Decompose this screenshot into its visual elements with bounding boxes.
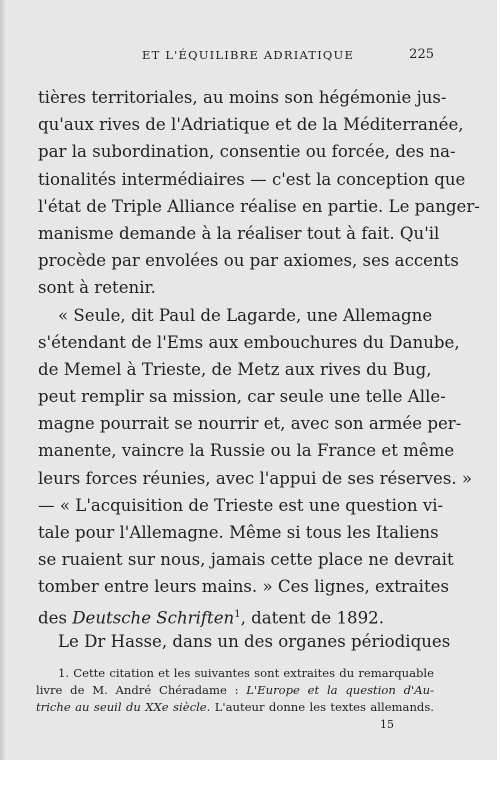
text-line: tale pour l'Allemagne. Même si tous les Italiens — [38, 523, 439, 542]
footnote — [36, 665, 434, 716]
signature-mark: 15 — [380, 718, 394, 731]
citation-suffix: , datent de 1892. — [240, 608, 384, 628]
text-line: tomber entre leurs mains. » Ces lignes, extraites — [38, 577, 449, 597]
footnote-text: . L'auteur donne les textes allemands. — [206, 700, 434, 714]
footnote-book-title: L'Europe et la question d'Au- — [246, 683, 434, 697]
text-line: tionalités intermédiaires — c'est la conception que — [38, 169, 466, 189]
footnote-line: 1. Cette citation et les suivantes sont extraites du remarquable — [58, 666, 434, 680]
text-line: sont à retenir. — [38, 278, 156, 298]
text-line: tières territoriales, au moins son hégémonie jus- — [38, 88, 447, 107]
text-line: leurs forces réunies, avec l'appui de ses réserves. » — [38, 468, 473, 488]
text-line: qu'aux rives de l'Adriatique et de la Méditerranée, — [38, 115, 464, 135]
text-line: se ruaient sur nous, jamais cette place ne devrait — [38, 550, 454, 570]
text-line: manente, vaincre la Russie ou la France et même — [38, 441, 455, 461]
running-title: ET L'ÉQUILIBRE ADRIATIQUE — [142, 48, 355, 62]
footnote-line — [36, 699, 434, 716]
text-line: manisme demande à la réaliser tout à fait. Qu'il — [38, 223, 440, 243]
citation-prefix: des — [38, 608, 73, 628]
text-line: par la subordination, consentie ou forcée, des na- — [38, 142, 456, 162]
page-edge-shadow — [0, 0, 6, 760]
body-text — [38, 84, 480, 655]
text-line: « Seule, dit Paul de Lagarde, une Allemagne — [58, 305, 433, 325]
footnote-book-title: triche au seuil du XXe siècle — [36, 700, 207, 714]
text-line: peut remplir sa mission, car seule une telle Alle- — [38, 387, 446, 407]
footnote-text: livre de M. André Chéradame : — [36, 683, 247, 697]
text-line: l'état de Triple Alliance réalise en partie. Le panger- — [38, 196, 480, 216]
citation-line — [38, 601, 431, 628]
text-line: Le Dr Hasse, dans un des organes périodiques — [58, 631, 451, 651]
footnote-reference: 1 — [234, 608, 241, 620]
page-header — [46, 48, 434, 68]
cited-work-title: Deutsche Schriften — [72, 608, 235, 628]
text-line: magne pourrait se nourrir et, avec son armée per- — [38, 414, 462, 434]
text-line: s'étendant de l'Ems aux embouchures du Danube, — [38, 332, 460, 352]
text-line: — « L'acquisition de Trieste est une question vi- — [38, 495, 444, 515]
text-line: procède par envolées ou par axiomes, ses accents — [38, 251, 459, 271]
footnote-line — [36, 682, 434, 699]
page-number: 225 — [409, 47, 434, 62]
text-line: de Memel à Trieste, de Metz aux rives du Bug, — [38, 359, 432, 379]
